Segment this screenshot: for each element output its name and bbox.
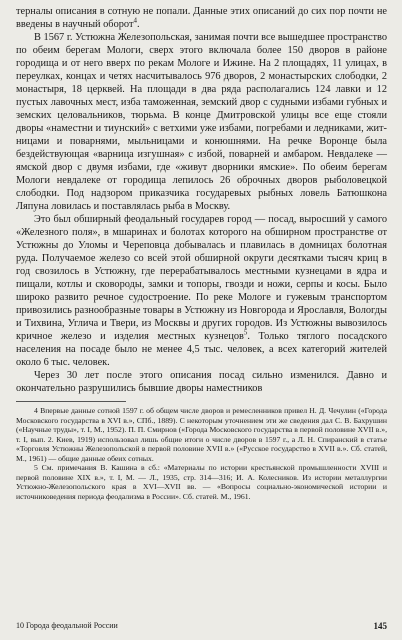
- paragraph: В 1567 г. Устюжна Железопольская, занимая почти все вышедшее пространство по обеим берегам Мологи, сверх этого включала более 150 дворов в районе городища и от него вверх по рекам Мологе и Ижине. На 2 площадях, 11 улицах, в переулках, концах и четях насчитывалось 976 дворов, 2 монастырских слободки, 2 монастыря, 18 церквей. На площади в два ряда располагались 124 лавки и 12 пустых лавочных мест, изба таможенная, земский двор с судными избами губных и земских целовальников, тюрьма. В конце Дмитровской улицы все еще стояли дворы «наместни и тиунский» с ветхими уже избами, погребами и ледниками, житницами и поварнями, мыльницами и конюшнями. На речке Воронце была бездействующая «варница изгушная» с избой, поварней и амбаром. Невдалеке — ямской двор с двумя избами, где «живут дворники ямские». По обеим берегам Мологи невдалеке от городища лепилось 26 оброчных дворов рыболовецкой слободки. Под надзором приказчика государевых рыбных ловель Батюшкона Ляпуна ловилась и поставлялась рыба в Москву.: [16, 32, 387, 213]
- footnote-ref: 5: [243, 328, 248, 337]
- page-number: 145: [373, 621, 387, 631]
- footnotes: [16, 406, 387, 501]
- paragraph-text: . Только тяглого посадского населения на посаде было не менее 4,5 тыс. человек, а всех категорий жителей около 6 тыс. человек.: [16, 331, 387, 369]
- main-text: [16, 5, 387, 395]
- printer-signature: 10 Города феодальной России: [16, 621, 118, 630]
- paragraph: [16, 213, 387, 369]
- paragraph-text: терналы описания в сотную не попали. Данные этих описаний до сих пор почти не введены в научный оборот: [16, 6, 387, 31]
- footnote: 5 См. примечания В. Кашина в сб.: «Материалы по истории крестьянской промышленности XVIII и первой половине XIX в.», т. I, М. — Л., 1935, стр. 314—316; И. А. Колесников. Из истории металлургии Устюжно-Железопольского края в XVI—XVII вв. — «Вопросы социально-экономической истории и источниковедения периода феодализма в России». Сб. статей. М., 1961.: [16, 463, 387, 501]
- footnote: 4 Впервые данные сотной 1597 г. об общем числе дворов и ремесленников привел Н. Д. Чечулин («Города Московского государства в XVI в.», СПб., 1889). С некоторым уточнением эти же сведения дал С. В. Бахрушин («Научные труды», т. I, М., 1952). П. П. Смирнов («Города Московского государства в первой половине XVII в.», т. I, вып. 2. Киев, 1919) использовал лишь общие итоги о числе дворов в 1597 г., а Л. Н. Спиранский в статье «Торговля Устюжны Железопольской в первой половине XVII в.» («Русское государство в XVII в.». Сб. статей, М., 1961) — общие данные обеих сотных.: [16, 406, 387, 463]
- paragraph: терналы описания в сотную не попали. Данные этих описаний до сих пор почти не введены в научный оборот$^4$.: [16, 6, 387, 31]
- footnote-divider: [16, 401, 126, 402]
- paragraph-text: Это был обширный феодальный государев город — посад, выросший у самого «Железного поля», в мшаринах и болотах которого на обширном пространстве от Устюжны до Уломы и Череповца добывалась и плавилась в домницах болотная руда. Получаемое железо со всей этой обширной округи десятками тысяч криц в год свозилось в Устюжну, где перерабатывалось местными кузнецами в ядра и пищали, котлы и сковороды, замки и топоры, гвозди и ножи, серпы и косы. Было широко развито речное судостроение. По реке Мологе и гужевым транспортом привозились разнообразные товары в Устюжну из Новгорода и Ярославля, Вологды и Тихвина, Углича и Твери, из Москвы и других городов. Из Устюжны вывозилось кричное железо и изделия местных кузнецов: [16, 214, 387, 343]
- paragraph: Через 30 лет после этого описания посад сильно изменился. Давно и окончательно разрушились бывшие дворы наместников: [16, 370, 387, 395]
- page-footer: [16, 621, 387, 631]
- footnote-ref: 4: [133, 16, 137, 25]
